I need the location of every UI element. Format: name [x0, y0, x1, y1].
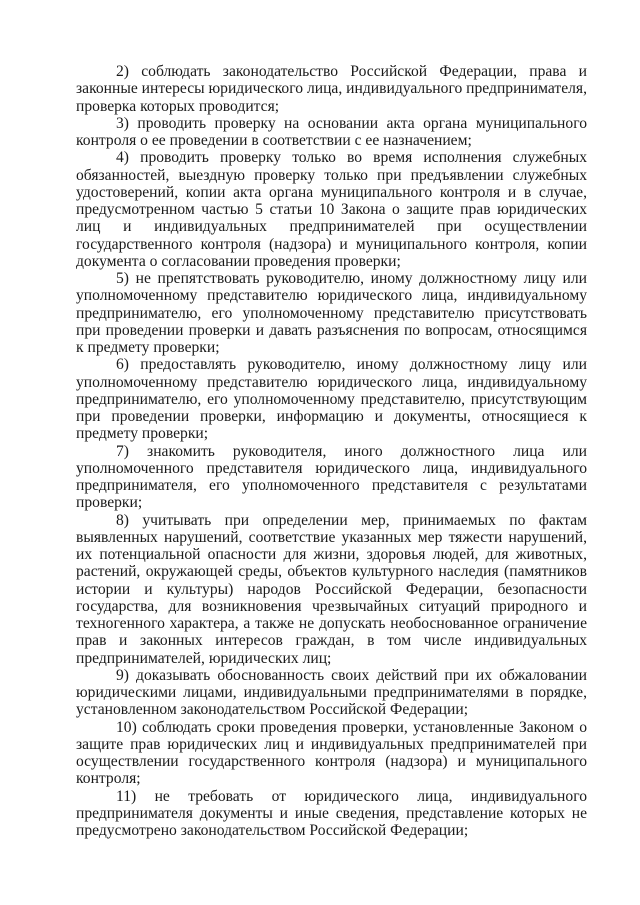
paragraph-item-4: 4) проводить проверку только во время исполнения служебных обязанностей, выездную проверку только при предъявлении служебных удостоверений, копии акта органа муниципального контроля и в случае, предусмотренном частью 5 статьи 10 Закона о защите прав юридических лиц и индивидуальных предпринимателей при осуществлении государственного контроля (надзора) и муниципального контроля, копии документа о согласовании проведения проверки;	[76, 149, 587, 270]
paragraph-item-5: 5) не препятствовать руководителю, иному должностному лицу или уполномоченному представителю юридического лица, индивидуальному предпринимателю, его уполномоченному представителю присутствовать при проведении проверки и давать разъяснения по вопросам, относящимся к предмету проверки;	[76, 270, 587, 356]
document-body	[76, 63, 587, 839]
paragraph-item-6: 6) предоставлять руководителю, иному должностному лицу или уполномоченному представителю юридического лица, индивидуальному предпринимателю, его уполномоченному представителю, присутствующим при проведении проверки, информацию и документы, относящиеся к предмету проверки;	[76, 356, 587, 443]
paragraph-item-8: 8) учитывать при определении мер, принимаемых по фактам выявленных нарушений, соответствие указанных мер тяжести нарушений, их потенциальной опасности для жизни, здоровья людей, для животных, растений, окружающей среды, объектов культурного наследия (памятников истории и культуры) народов Российской Федерации, безопасности государства, для возникновения чрезвычайных ситуаций природного и техногенного характера, а также не допускать необоснованное ограничение прав и законных интересов граждан, в том числе индивидуальных предпринимателей, юридических лиц;	[76, 511, 587, 667]
paragraph-item-9: 9) доказывать обоснованность своих действий при их обжаловании юридическими лицами, индивидуальными предпринимателями в порядке, установленном законодательством Российской Федерации;	[76, 666, 587, 719]
paragraph-item-7: 7) знакомить руководителя, иного должностного лица или уполномоченного представителя юридического лица, индивидуального предпринимателя, его уполномоченного представителя с результатами проверки;	[76, 442, 587, 512]
paragraph-item-11: 11) не требовать от юридического лица, индивидуального предпринимателя документы и иные сведения, представление которых не предусмотрено законодательством Российской Федерации;	[76, 787, 587, 839]
paragraph-item-2: 2) соблюдать законодательство Российской Федерации, права и законные интересы юридического лица, индивидуального предпринимателя, проверка которых проводится;	[76, 63, 587, 115]
paragraph-item-3: 3) проводить проверку на основании акта органа муниципального контроля о ее проведении в соответствии с ее назначением;	[76, 114, 587, 149]
paragraph-item-10: 10) соблюдать сроки проведения проверки, установленные Законом о защите прав юридических лиц и индивидуальных предпринимателей при осуществлении государственного контроля (надзора) и муниципального контроля;	[76, 718, 587, 788]
